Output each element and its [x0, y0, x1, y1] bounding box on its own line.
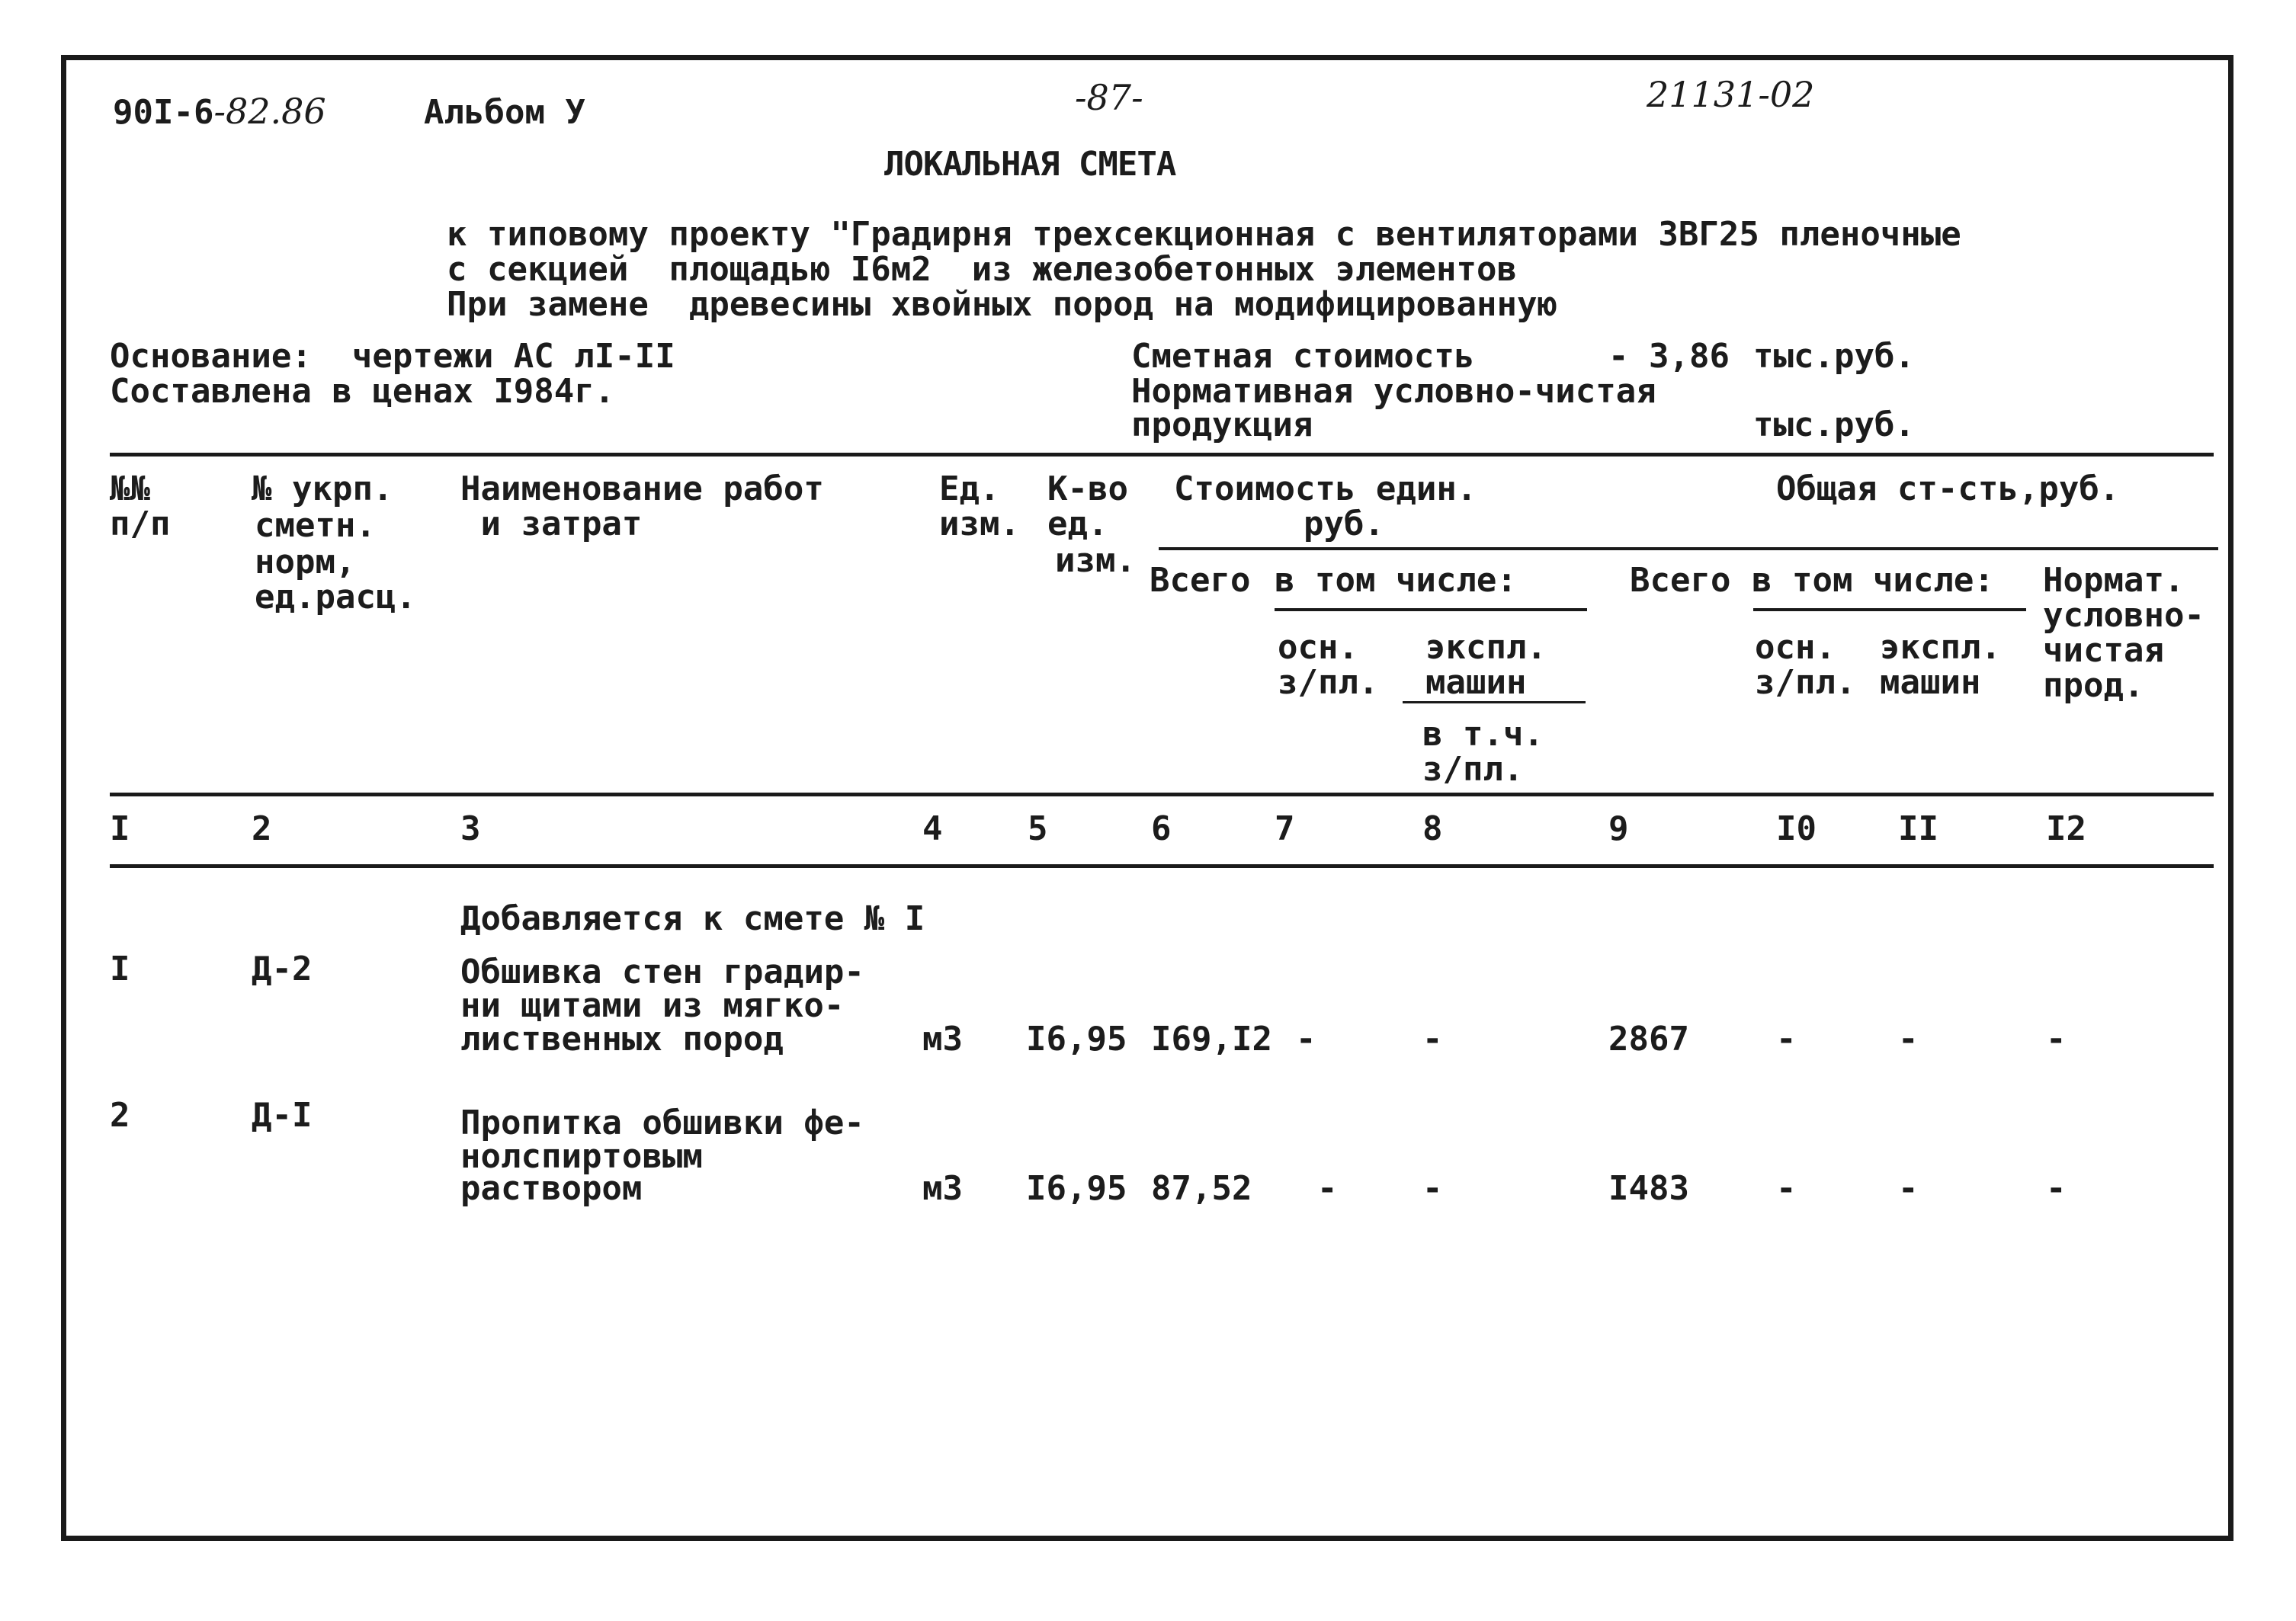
row-norm: - [2046, 1020, 2067, 1059]
row-name-line-3: раствором [460, 1169, 643, 1208]
header-col1-a: №№ [110, 469, 150, 508]
document-number: 21131-02 [1647, 74, 1815, 115]
header-incl2: в том числе: [1752, 561, 1994, 600]
norm-label-2: продукция [1131, 405, 1313, 444]
row-name-line-1: Пропитка обшивки фе- [460, 1104, 864, 1142]
row-unit: м3 [922, 1020, 963, 1059]
project-code-handwritten: -82.86 [213, 91, 326, 132]
header-col2-a: № укрп. [252, 469, 393, 508]
cost-unit: тыс.руб. [1753, 337, 1915, 376]
header-unit-cost-b: руб. [1304, 505, 1384, 543]
header-norm-b: условно- [2043, 596, 2205, 635]
row-total-eks: - [1898, 1169, 1919, 1208]
row-code: Д-I [252, 1096, 313, 1135]
row-total: 2867 [1608, 1020, 1689, 1059]
header-col2-b: сметн. [255, 506, 376, 545]
cost-label: Сметная стоимость [1131, 337, 1475, 376]
norm-label-1: Нормативная условно-чистая [1131, 372, 1656, 411]
col-number: 9 [1608, 809, 1629, 848]
row-name-line-2: ни щитами из мягко- [460, 986, 845, 1025]
row-norm: - [2046, 1169, 2067, 1208]
header-unit-cost-a: Стоимость един. [1174, 469, 1477, 508]
norm-unit: тыс.руб. [1753, 405, 1915, 444]
col-number: 5 [1028, 809, 1048, 848]
page-title: ЛОКАЛЬНАЯ СМЕТА [884, 145, 1176, 184]
header-osn-a: осн. [1278, 628, 1358, 667]
header-eks-a: экспл. [1425, 628, 1547, 667]
basis-line-1: Основание: чертежи АС лI-II [110, 337, 675, 376]
row-code: Д-2 [252, 950, 313, 988]
incl2-rule [1753, 608, 2026, 611]
header-total-cost: Общая ст-сть,руб. [1776, 469, 2120, 508]
header-col3-b: и затрат [460, 505, 643, 543]
header-eks-b: машин [1403, 665, 1586, 703]
col-number: 2 [252, 809, 272, 848]
subject-line-1: к типовому проекту "Градирня трехсекционная с вентиляторами ЗВГ25 пленочные [447, 215, 1961, 254]
col-number: I0 [1776, 809, 1817, 848]
header-col5-b: ед. [1047, 505, 1108, 543]
header-col5-a: К-во [1047, 469, 1128, 508]
row-total: I483 [1608, 1169, 1689, 1208]
col-number: II [1898, 809, 1938, 848]
header-vtch-b: з/пл. [1422, 750, 1524, 789]
page-number: -87- [1075, 77, 1143, 118]
header-osn2-b: з/пл. [1755, 663, 1856, 702]
unit-cost-rule [1159, 547, 2218, 550]
header-unit-total: Всего [1150, 561, 1251, 600]
header-osn2-a: осн. [1755, 628, 1836, 667]
col-number: 8 [1422, 809, 1443, 848]
cost-value: - 3,86 [1608, 337, 1730, 376]
col-number: 6 [1151, 809, 1172, 848]
row-qty: I6,95 [1026, 1020, 1127, 1059]
row-name-line-2: нолспиртовым [460, 1137, 703, 1176]
project-code-printed: 90I-6 [113, 93, 214, 132]
row-number: 2 [110, 1096, 130, 1135]
row-unit-eks: - [1422, 1020, 1443, 1059]
header-col2-c: норм, [255, 543, 356, 581]
header-eks2-a: экспл. [1880, 628, 2001, 667]
subject-line-2: с секцией площадью I6м2 из железобетонных элементов [447, 250, 1517, 289]
header-vtch-a: в т.ч. [1422, 715, 1544, 754]
table-top-rule [110, 453, 2214, 457]
header-col5-c: изм. [1055, 541, 1136, 580]
section-title: Добавляется к смете № I [460, 899, 925, 938]
header-col2-d: ед.расц. [255, 578, 416, 617]
incl-rule [1275, 608, 1587, 611]
header-total2: Всего [1630, 561, 1731, 600]
col-number: 3 [460, 809, 481, 848]
header-norm-d: прод. [2043, 666, 2144, 705]
col-number: 4 [922, 809, 943, 848]
subject-line-3: При замене древесины хвойных пород на модифицированную [447, 285, 1557, 324]
row-unit: м3 [922, 1169, 963, 1208]
header-norm-c: чистая [2043, 631, 2164, 670]
row-unit-osn: - [1317, 1169, 1338, 1208]
album-label: Альбом У [424, 93, 585, 132]
header-col4-b: изм. [939, 505, 1020, 543]
row-unit-total: I69,I2 [1151, 1020, 1272, 1059]
row-unit-osn: - [1296, 1020, 1316, 1059]
col-number: 7 [1275, 809, 1295, 848]
row-total-eks: - [1898, 1020, 1919, 1059]
basis-line-2: Составлена в ценах I984г. [110, 372, 615, 411]
header-norm-a: Нормат. [2043, 561, 2185, 600]
row-qty: I6,95 [1026, 1169, 1127, 1208]
row-name-line-3: лиственных пород [460, 1020, 784, 1059]
row-total-osn: - [1776, 1169, 1797, 1208]
col-number: I [110, 809, 130, 848]
row-total-osn: - [1776, 1020, 1797, 1059]
header-col3-a: Наименование работ [460, 469, 824, 508]
header-osn-b: з/пл. [1278, 663, 1379, 702]
project-code [113, 93, 326, 131]
header-unit-incl: в том числе: [1275, 561, 1517, 600]
row-unit-total: 87,52 [1151, 1169, 1252, 1208]
col-number: I2 [2046, 809, 2086, 848]
row-number: I [110, 950, 130, 988]
column-numbers-rule [110, 864, 2214, 868]
header-col1-b: п/п [110, 505, 171, 543]
row-name-line-1: Обшивка стен градир- [460, 953, 864, 992]
header-eks2-b: машин [1880, 663, 1981, 702]
header-col4-a: Ед. [939, 469, 1000, 508]
header-bottom-rule [110, 793, 2214, 796]
row-unit-eks: - [1422, 1169, 1443, 1208]
